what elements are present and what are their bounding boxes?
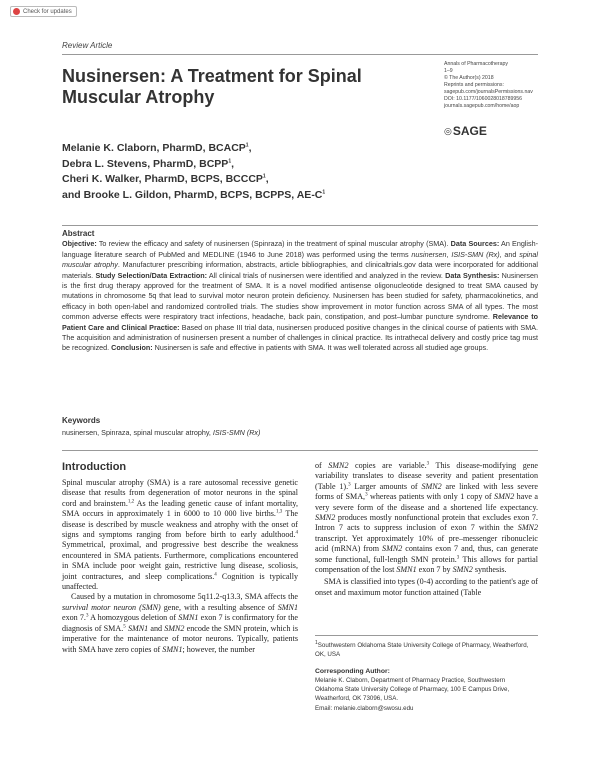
keywords-rule [62, 450, 538, 451]
check-for-updates-badge[interactable] [10, 6, 77, 17]
data-sources-label: Data Sources: [450, 239, 500, 249]
author-3: Cheri K. Walker, PharmD, BCPS, BCCCP$^1$, [62, 173, 269, 185]
data-synthesis-label: Data Synthesis: [445, 270, 500, 280]
sage-mark-icon: ◎ [444, 125, 452, 136]
intro-column-left [62, 478, 298, 655]
citation[interactable]: 5 [123, 624, 126, 629]
footnotes [315, 641, 538, 713]
keywords-list: nusinersen, Spinraza, spinal muscular atrophy, [62, 428, 213, 437]
corresponding-email[interactable]: Email: melanie.claborn@swosu.edu [315, 704, 414, 712]
copyright: © The Author(s) 2018 [444, 75, 494, 81]
author-list [62, 141, 325, 203]
doi[interactable]: DOI: 10.1177/1060028018789956 [444, 96, 523, 102]
header-rule [62, 54, 538, 55]
citation[interactable]: 3 [365, 492, 368, 498]
introduction-heading: Introduction [62, 461, 127, 473]
citation[interactable]: 3 [456, 554, 460, 560]
intro-paragraph-3: of SMN2 copies are variable.$^3$ This disease-modifying gene variability translates to disease severity and patient presentation (Table 1).$^3$ Larger amounts of SMN2 are linked with less severe forms of SMA,$^3$ whereas patients with only 1 copy of SMN2 have a very severe form of the disease and a shortened life expectancy. SMN2 produces mostly nonfunctional protein that excludes exon 7. Intron 7 acts to suppress inclusion of exon 7 within the SMN2 transcript. Yet approximately 10% of pre–messenger ribonucleic acid (mRNA) from SMN2 contains exon 7 and, thus, can generate some functional, full-length SMN protein.$^3$ This allows for partial compensation of the lost SMN1 exon 7 by SMN2 synthesis. [315, 461, 539, 575]
citation[interactable]: 4 [295, 530, 298, 536]
citation[interactable]: 3 [348, 482, 351, 488]
intro-column-right [315, 461, 538, 598]
check-updates-label: Check for updates [23, 8, 72, 15]
intro-paragraph-1: Spinal muscular atrophy (SMA) is a rare autosomal recessive genetic disease that results from degeneration of motor neurons in the spinal cord and brainstem.$^{1,2}$ As the leading genetic cause of infant mortality, SMA occurs in approximately 1 in 6000 to 10 000 live births.$^{1,3}$ The disease is described by muscle weakness and atrophy with the onset of signs and symptoms ranging from before birth to early adulthood.$^4$ Symmetrical, proximal, and progressive best describe the weakness encountered in SMA patients. Furthermore, complications encountered in SMA include poor weight gain, restrictive lung disease, scoliosis, joint contractures, and sleep complications.$^4$ Cognition is typically unaffected. [62, 478, 298, 592]
keywords-heading: Keywords [62, 416, 101, 425]
sage-logo [444, 124, 487, 138]
article-title: Nusinersen: A Treatment for Spinal Muscular Atrophy [62, 66, 362, 107]
reprints-label: Reprints and permissions: [444, 82, 504, 88]
corresponding-author-heading: Corresponding Author: [315, 668, 390, 676]
author-4: and Brooke L. Gildon, PharmD, BCPS, BCPPS, $AE-C^1$ [62, 188, 326, 201]
author-2: Debra L. Stevens, PharmD, BCPP$^1$, [62, 157, 235, 170]
citation[interactable]: 3 [85, 613, 89, 619]
relevance-label: Relevance to Patient Care and Clinical Practice: [62, 312, 539, 332]
check-updates-icon [13, 8, 20, 15]
corresponding-line-3: Weatherford, OK 73096, USA. [315, 695, 399, 703]
corresponding-line-1: Melanie K. Claborn, Department of Pharmacy Practice, Southwestern [315, 677, 506, 685]
citation[interactable]: 4 [214, 571, 217, 577]
citation[interactable]: 1,3 [275, 509, 283, 515]
journal-name: Annals of Pharmacotherapy [444, 61, 509, 67]
citation[interactable]: 1,2 [127, 499, 135, 505]
citation[interactable]: 3 [426, 461, 430, 467]
study-selection-label: Study Selection/Data Extraction: [95, 270, 208, 280]
corresponding-line-2: Oklahoma State University College of Pharmacy, 100 E Campus Drive, [315, 686, 510, 694]
publisher-name: SAGE [452, 124, 487, 138]
abstract: Abstract Objective: To review the efficacy and safety of nusinersen (Spinraza) in the treatment of spinal muscular atrophy (SMA). Data Sources: An English-language literature search of PubMed and MEDLINE (1946 to June 2018) was performed using the terms nusinersen, ISIS-SMN (Rx), and spinal muscular atrophy. Manufacturer prescribing information, abstracts, article bibliographies, and clinicaltrials.gov data were incorporated for additional materials. Study Selection/Data Extraction: All clinical trials of nusinersen were identified and analyzed in the review. Data Synthesis: Nusinersen is the first drug therapy approved for the treatment of SMA. It is a novel modified antisense oligonucleotide designed to treat SMA caused by mutations in chromosome 5q that lead to survival motor neuron protein deficiency. Nusinersen has been studied for safety, pharmacokinetics, and efficacy in both open-label and randomized controlled trials. The studies show improvement in motor function across SMA of all types. The most common adverse effects were respiratory tract infections, headache, back pain, constipation, and post–lumbar puncture syndrome. Relevance to Patient Care and Clinical Practice: Based on phase III trial data, nusinersen produced positive changes in the clinical course of patients with SMA. The acquisition and administration of nusinersen present a number of challenges in clinical practice. Its intrathecal delivery and costly price tag must be recognized. Conclusion: Nusinersen is safe and effective in patients with SMA. It was well tolerated across all studied age groups. [62, 229, 539, 353]
footnote-rule [315, 635, 538, 636]
permissions-link[interactable]: sagepub.com/journalsPermissions.nav [444, 89, 533, 95]
article-type: Review Article [62, 41, 113, 50]
keywords: Keywords nusinersen, Spinraza, spinal muscular atrophy, ISIS-SMN (Rx) [62, 416, 538, 438]
abstract-rule [62, 225, 538, 226]
journal-meta [444, 61, 574, 110]
intro-paragraph-4: SMA is classified into types (0-4) according to the patient's age of onset and maximum motor function attained (Table [315, 577, 538, 597]
objective-label: Objective: [62, 239, 97, 249]
page-range: 1–9 [444, 68, 453, 74]
author-1: Melanie K. Claborn, PharmD, BCACP$^1$, [62, 142, 252, 154]
journal-home-link[interactable]: journals.sagepub.com/home/aop [444, 103, 520, 109]
conclusion-label: Conclusion: [111, 343, 153, 353]
intro-paragraph-2: Caused by a mutation in chromosome 5q11.2-q13.3, SMA affects the survival motor neuron (SMN) gene, with a resulting absence of SMN1 exon 7.$^3$ A homozygous deletion of SMN1 exon 7 is confirmatory for the diagnosis of SMA.$^5$ SMN1 and SMN2 encode the SMN protein, which is imperative for the maintenance of motor neurons. Typically, patients with SMA have zero copies of SMN1; however, the number [62, 592, 299, 654]
abstract-heading: Abstract [62, 229, 95, 238]
affiliation-footnote: $^1$Southwestern Oklahoma State University College of Pharmacy, Weatherford, OK, USA [315, 639, 529, 659]
